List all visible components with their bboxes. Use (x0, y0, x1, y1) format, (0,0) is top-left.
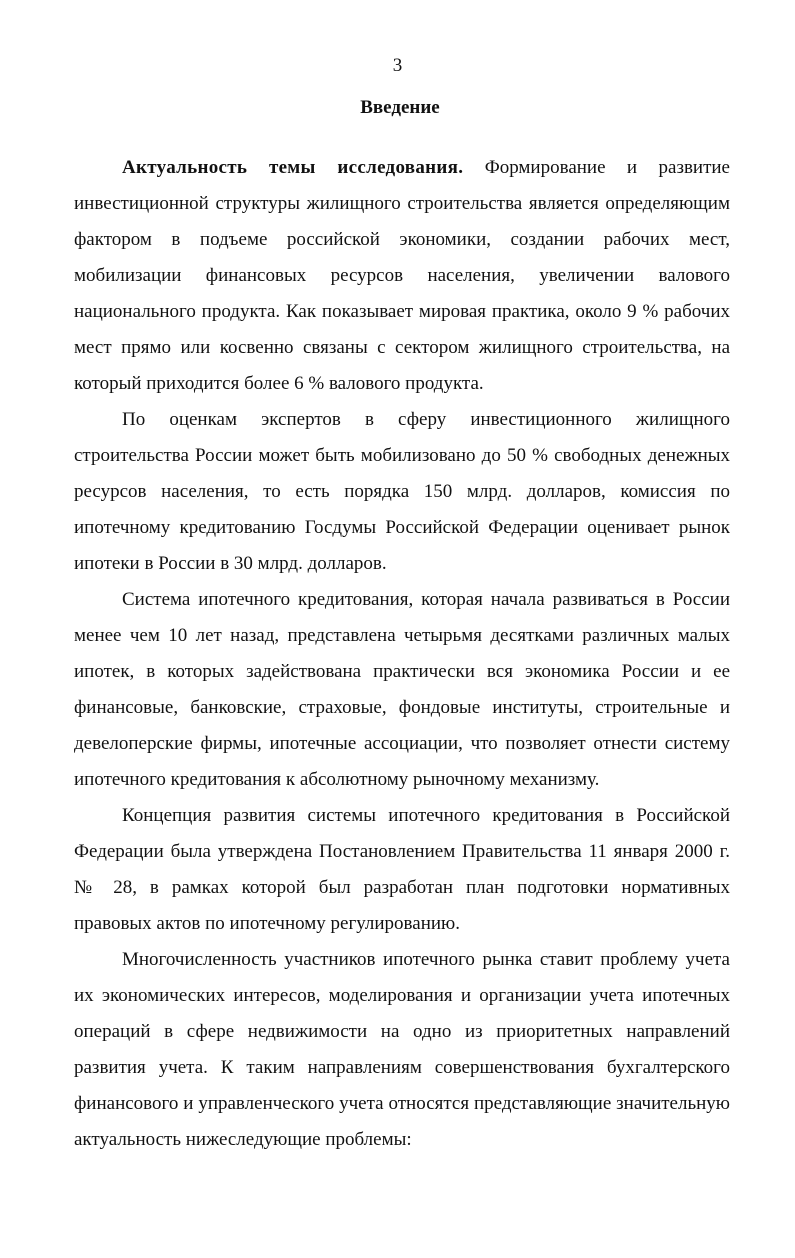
paragraph-text: Формирование и развитие инвестиционной структуры жилищного строительства является определяющим фактором в подъеме российской экономики, создании рабочих мест, мобилизации финансовых ресурсов населения, увеличении валового национального продукта. Как показывает мировая практика, около 9 % рабочих мест прямо или косвенно связаны с сектором жилищного строительства, на который приходится более 6 % валового продукта. (74, 157, 730, 394)
paragraph-relevance (74, 150, 730, 402)
paragraph-expert-estimates: По оценкам экспертов в сферу инвестиционного жилищного строительства России может быть мобилизовано до 50 % свободных денежных ресурсов населения, то есть порядка 150 млрд. долларов, комиссия по ипотечному кредитованию Госдумы Российской Федерации оценивает рынок ипотеки в России в 30 млрд. долларов. (74, 409, 730, 574)
paragraph-participants: Многочисленность участников ипотечного рынка ставит проблему учета их экономических интересов, моделирования и организации учета ипотечных операций в сфере недвижимости на одно из приоритетных направлений развития учета. К таким направлениям совершенствования бухгалтерского финансового и управленческого учета относятся представляющие значительную актуальность нижеследующие проблемы: (74, 949, 730, 1150)
body-text (74, 150, 730, 1158)
paragraph-mortgage-system: Система ипотечного кредитования, которая начала развиваться в России менее чем 10 лет назад, представлена четырьмя десятками различных малых ипотек, в которых задействована практически вся экономика России и ее финансовые, банковские, страховые, фондовые институты, строительные и девелоперские фирмы, ипотечные ассоциации, что позволяет отнести систему ипотечного кредитования к абсолютному рыночному механизму. (74, 589, 730, 790)
paragraph-concept: Концепция развития системы ипотечного кредитования в Российской Федерации была утверждена Постановлением Правительства 11 января 2000 г. № 28, в рамках которой был разработан план подготовки нормативных правовых актов по ипотечному регулированию. (74, 805, 730, 934)
page-number: 3 (392, 55, 403, 76)
section-heading: Введение (360, 97, 440, 118)
paragraph-lead: Актуальность темы исследования. (122, 157, 464, 178)
